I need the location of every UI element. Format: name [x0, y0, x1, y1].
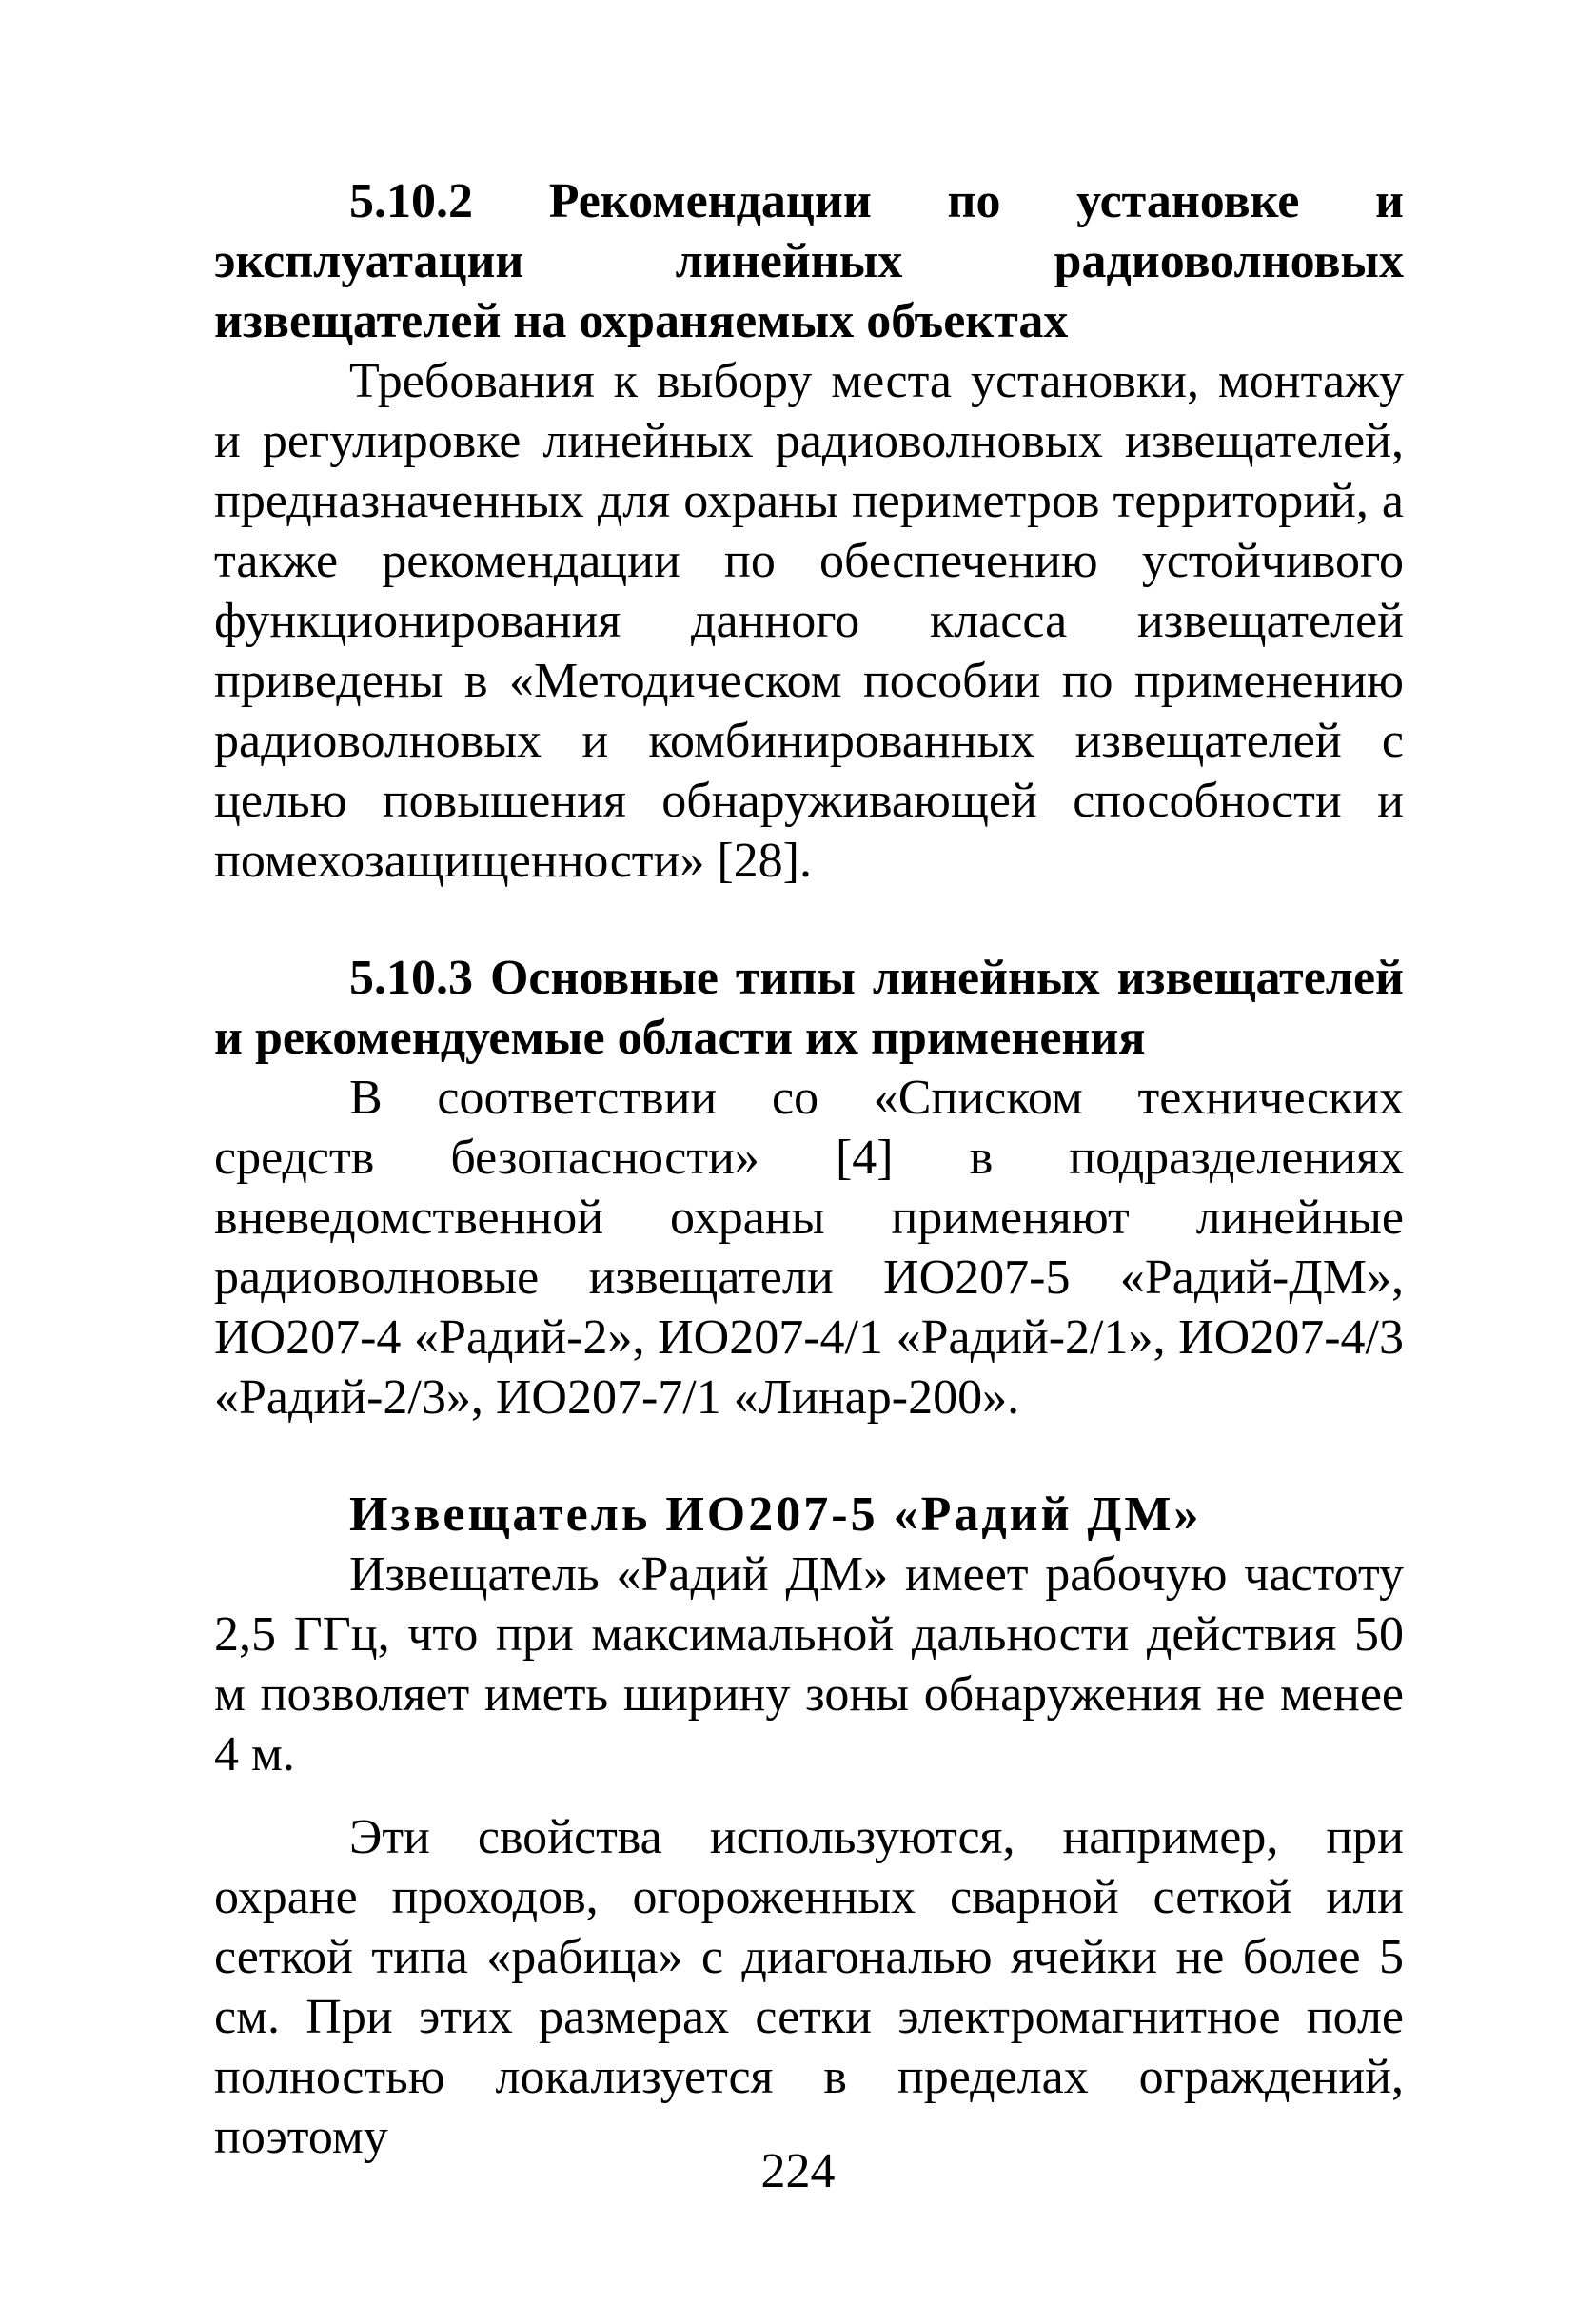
detector-heading-io207-5: Извещатель ИО207-5 «Радий ДМ»: [349, 1487, 1202, 1542]
page-content: [214, 171, 1404, 2167]
section-spacer: [214, 1428, 1404, 1485]
page-number: 224: [760, 2144, 836, 2198]
section-heading-5-10-2: 5.10.2 Рекомендации по установке и эксплуатации линейных радиоволновых извещателей на охраняемых объектах: [214, 174, 1404, 348]
section-paragraph-5-10-3: В соответствии со «Списком технических средств безопасности» [4] в подразделениях вневедомственной охраны применяют линейные радиоволновые извещатели ИО207-5 «Радий-ДМ», ИО207-4 «Радий-2», ИО207-4/1 «Радий-2/1», ИО207-4/3 «Радий-2/3», ИО207-7/1 «Линар-200».: [214, 1071, 1404, 1425]
section-spacer: [214, 891, 1404, 948]
paragraph-spacer: [214, 1784, 1404, 1807]
detector-paragraph-1: Извещатель «Радий ДМ» имеет рабочую частоту 2,5 ГГц, что при максимальной дальности действия 50 м позволяет иметь ширину зоны обнаружения не менее 4 м.: [214, 1547, 1404, 1782]
section-heading-5-10-3: 5.10.3 Основные типы линейных извещателей и рекомендуемые области их применения: [214, 951, 1404, 1065]
section-paragraph-5-10-2: Требования к выбору места установки, монтажу и регулировке линейных радиоволновых извещателей, предназначенных для охраны периметров территорий, а также рекомендации по обеспечению устойчивого функционирования данного класса извещателей приведены в «Методическом пособии по применению радиоволновых и комбинированных извещателей с целью повышения обнаруживающей способности и помехозащищенности» [28].: [214, 354, 1404, 888]
detector-paragraph-2: Эти свойства используются, например, при охране проходов, огороженных сварной сеткой или сеткой типа «рабица» с диагональю ячейки не более 5 см. При этих размерах сетки электромагнитное поле полностью локализуется в пределах ограждений, поэтому: [214, 1810, 1404, 2164]
